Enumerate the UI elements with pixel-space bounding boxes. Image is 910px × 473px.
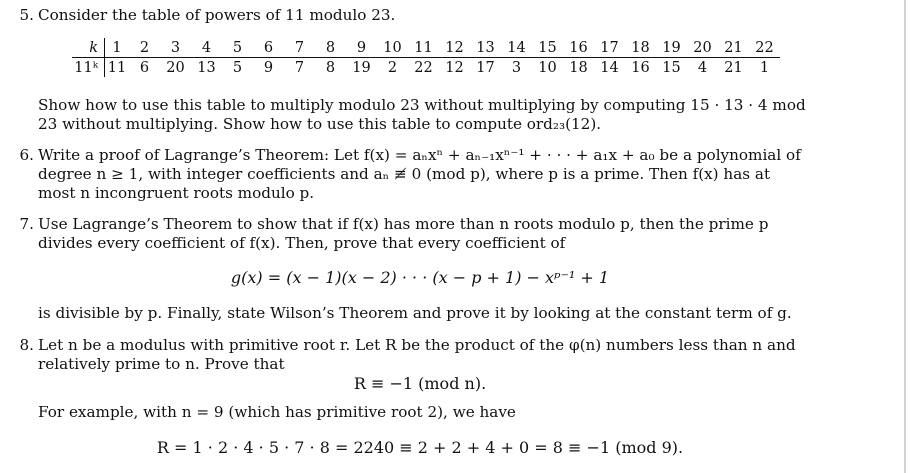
table-cell: 3 [160, 38, 191, 58]
table-cell: 12 [445, 59, 464, 76]
table-cell: 4 [191, 38, 222, 58]
table-cell: 4 [697, 59, 708, 76]
problem-8-example-block [12, 403, 807, 422]
problem-6 [12, 146, 807, 203]
problem-number: 5. [19, 6, 34, 24]
table-cell: 19 [656, 38, 687, 58]
table-cell: 14 [501, 38, 532, 58]
problem-7 [12, 215, 807, 253]
table-cell: 2 [129, 38, 160, 58]
table-cell: 17 [476, 59, 495, 76]
table-cell: 9 [346, 38, 377, 58]
table-cell: 5 [222, 38, 253, 58]
problem-6-text: Write a proof of Lagrange’s Theorem: Let f(x) = aₙxⁿ + aₙ₋₁xⁿ⁻¹ + · · · + a₁x + a₀ be a polynomial of degree n ≥ 1, with integer coefficients and aₙ ≢ 0 (mod p), where p is a prime. Then f(x) has at most n incongruent roots modulo p. [38, 146, 801, 202]
problem-number: 8. [19, 336, 34, 354]
table-cell: 18 [625, 38, 656, 58]
problem-7-text: Use Lagrange’s Theorem to show that if f(x) has more than n roots modulo p, then the prime p divides every coefficient of f(x). Then, prove that every coefficient of [38, 215, 769, 252]
table-cell: 10 [377, 38, 408, 58]
problem-8-text: Let n be a modulus with primitive root r. Let R be the product of the φ(n) numbers less than n and relatively prime to n. Prove that [38, 336, 796, 373]
problem-7-after: is divisible by p. Finally, state Wilson’s Theorem and prove it by looking at the constant term of g. [38, 304, 792, 322]
table-cell: 21 [724, 59, 743, 76]
problem-8-example: For example, with n = 9 (which has primitive root 2), we have [38, 403, 516, 421]
problem-5-text-block [12, 96, 807, 134]
table-cell: 6 [253, 38, 284, 58]
table-cell: 18 [569, 59, 588, 76]
table-cell: 5 [232, 59, 243, 76]
table-cell: 22 [414, 59, 433, 76]
formula-example: R = 1 · 2 · 4 · 5 · 7 · 8 = 2240 ≡ 2 + 2 + 4 + 0 = 8 ≡ −1 (mod 9). [156, 438, 684, 457]
row-label-k: k [72, 38, 105, 58]
table-cell: 8 [325, 59, 336, 76]
table-cell: 15 [532, 38, 563, 58]
table-cell: 19 [352, 59, 371, 76]
table-cell: 14 [600, 59, 619, 76]
table-cell: 13 [470, 38, 501, 58]
table-row [72, 58, 780, 78]
table-cell: 17 [594, 38, 625, 58]
problem-5-text: Show how to use this table to multiply modulo 23 without multiplying by computing 15 · 13 · 4 mod 23 without multiplying. Show how to use this table to compute ord₂₃(12). [38, 96, 806, 133]
table-cell: 10 [538, 59, 557, 76]
table-cell: 11 [408, 38, 439, 58]
problem-8 [12, 336, 807, 374]
powers-table [72, 38, 780, 77]
table-cell: 22 [749, 38, 780, 58]
table-row [72, 38, 780, 58]
problem-number: 7. [19, 215, 34, 233]
table-cell: 13 [197, 59, 216, 76]
formula-r: R ≡ −1 (mod n). [353, 374, 487, 393]
table-cell: 7 [284, 38, 315, 58]
table-cell: 20 [166, 59, 185, 76]
table-cell: 8 [315, 38, 346, 58]
row-label-power: 11ᵏ [72, 58, 105, 78]
table-cell: 2 [387, 59, 398, 76]
table-cell: 16 [563, 38, 594, 58]
page-edge [904, 0, 906, 473]
table-cell: 9 [263, 59, 274, 76]
table-cell: 21 [718, 38, 749, 58]
table-cell: 7 [294, 59, 305, 76]
formula-g: g(x) = (x − 1)(x − 2) · · · (x − p + 1) − xᵖ⁻¹ + 1 [230, 268, 610, 287]
table-cell: 1 [759, 59, 770, 76]
problem-7-after-block [12, 304, 807, 323]
problem-5 [12, 6, 807, 25]
table-cell: 1 [105, 38, 130, 58]
problem-5-intro: Consider the table of powers of 11 modulo 23. [38, 6, 396, 24]
table-cell: 3 [511, 59, 522, 76]
problem-number: 6. [19, 146, 34, 164]
table-cell: 16 [631, 59, 650, 76]
table-cell: 12 [439, 38, 470, 58]
table-cell: 11 [107, 59, 127, 76]
table-cell: 6 [139, 59, 150, 76]
table-cell: 15 [662, 59, 681, 76]
table-cell: 20 [687, 38, 718, 58]
